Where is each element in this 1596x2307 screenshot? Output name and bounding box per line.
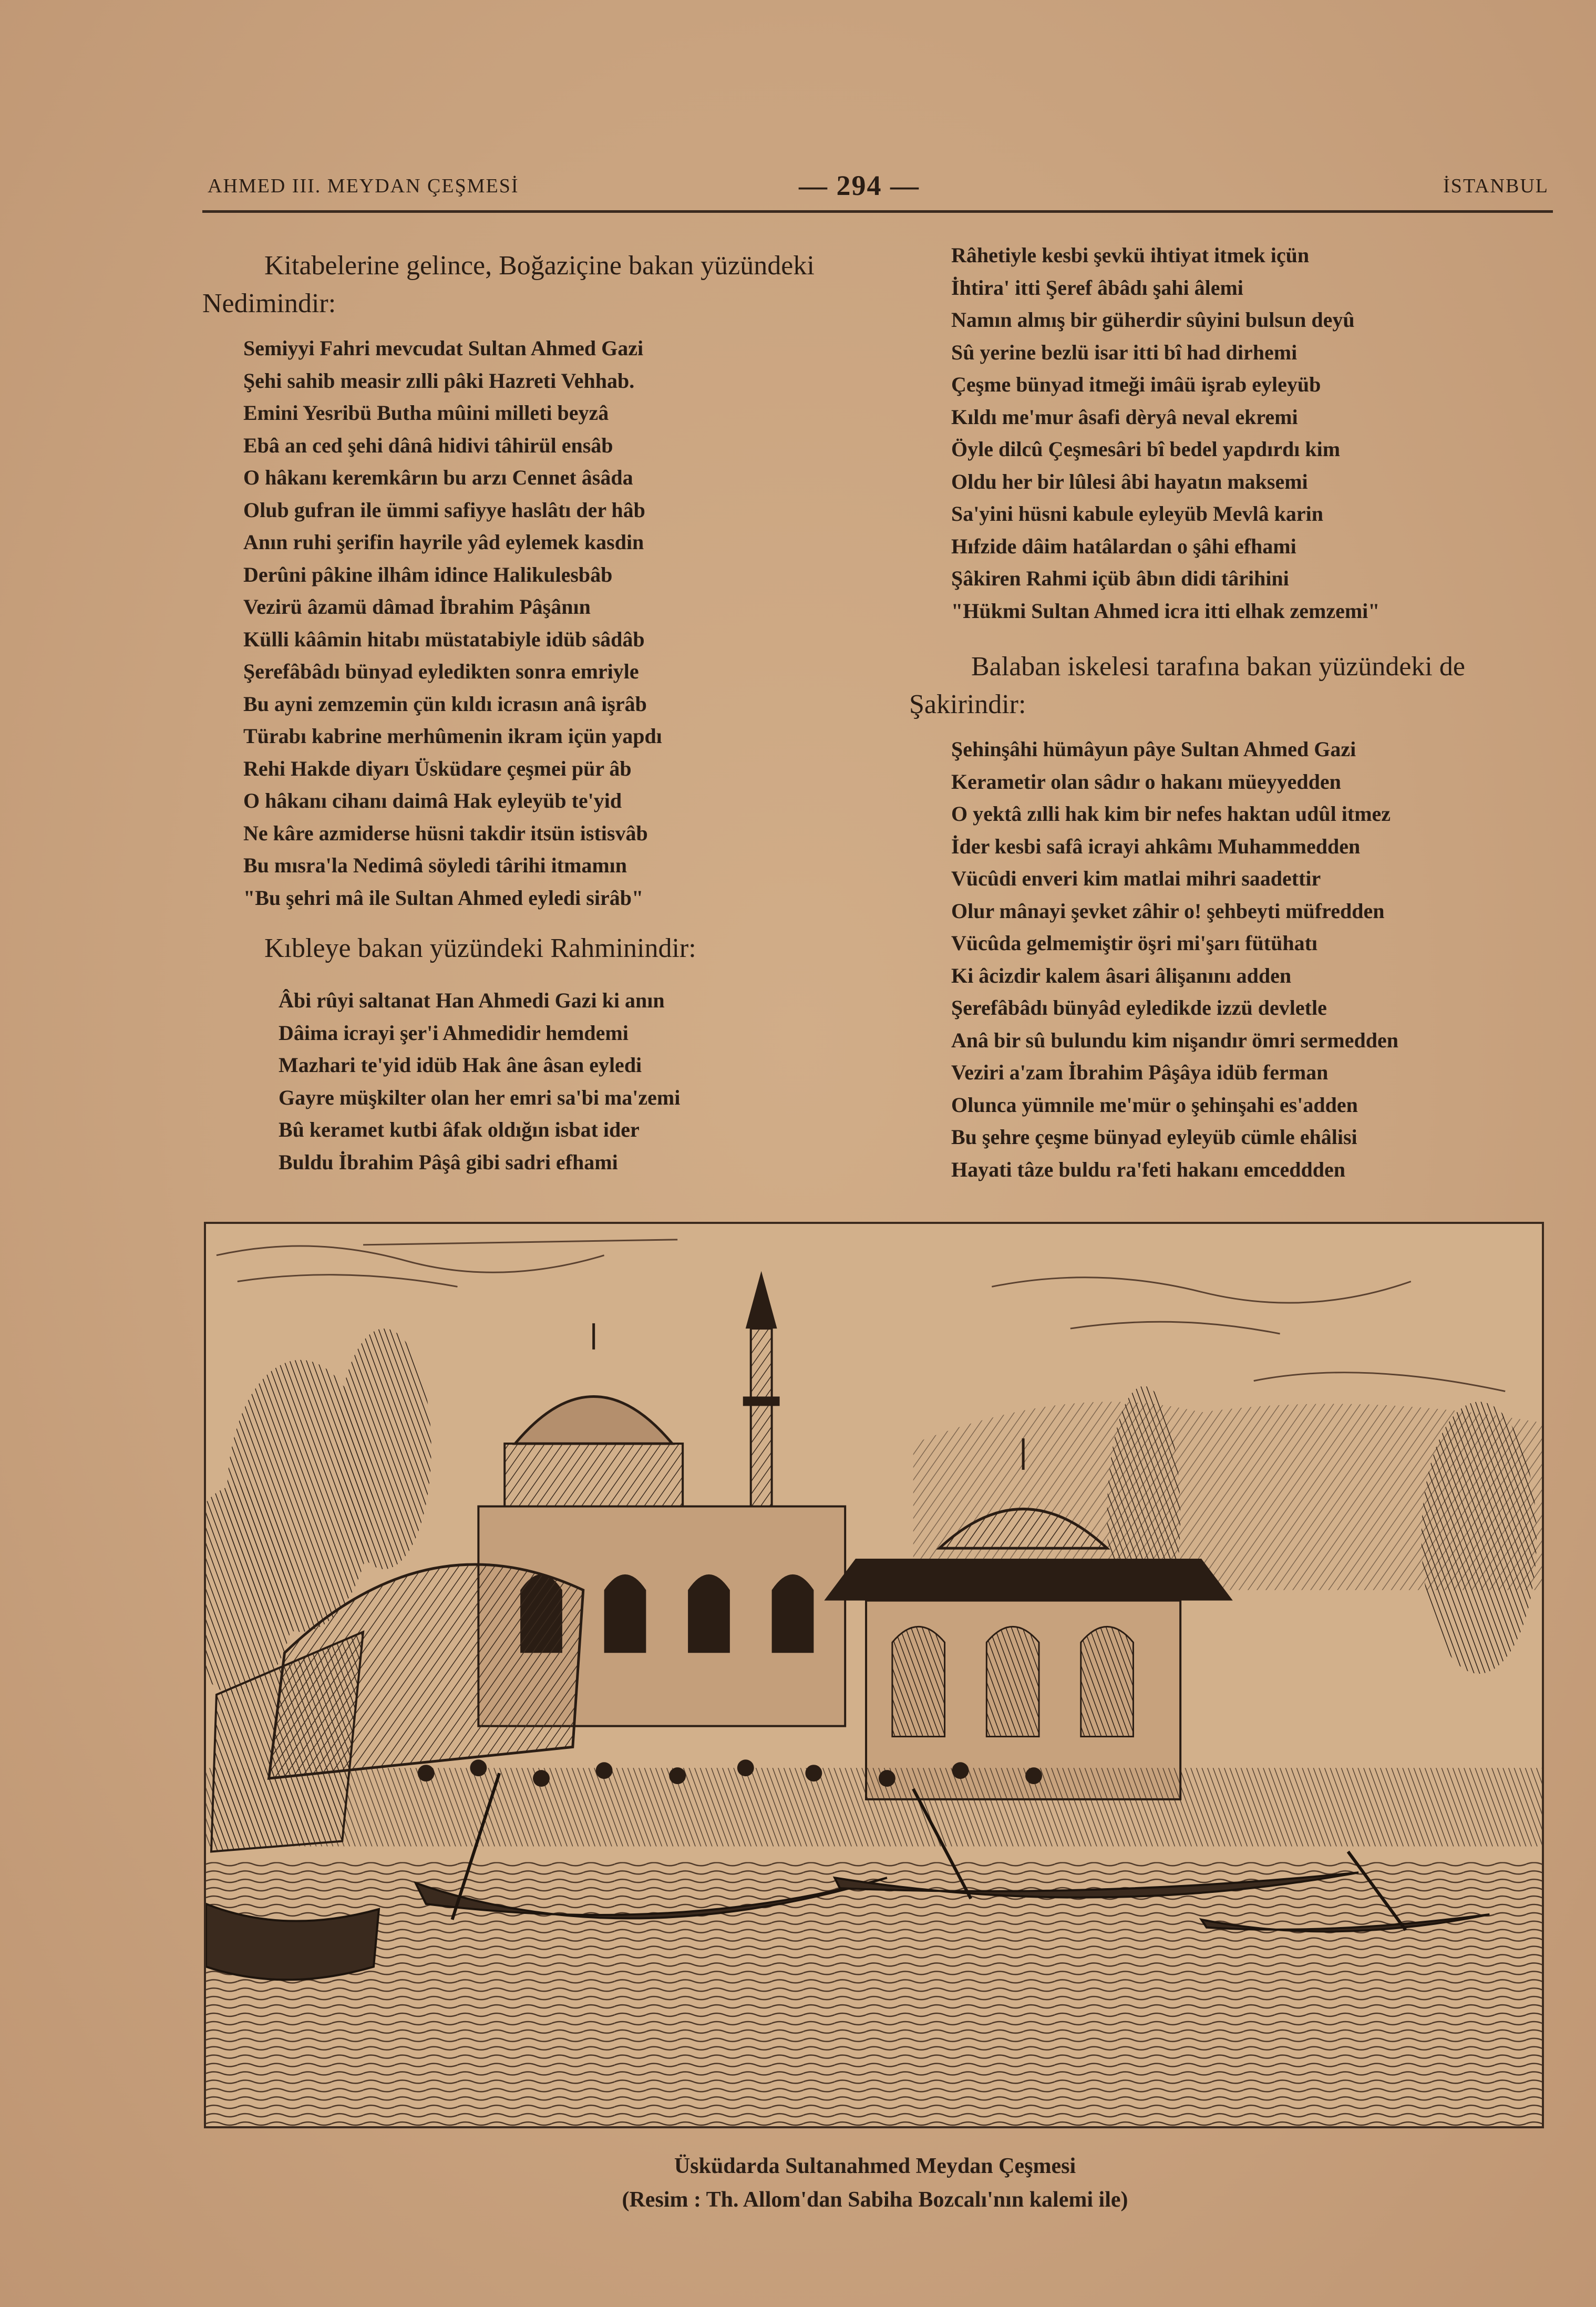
verse-line: Râhetiyle kesbi şevkü ihtiyat itmek içün — [951, 243, 1310, 267]
verse-line: Semiyyi Fahri mevcudat Sultan Ahmed Gazi — [243, 336, 644, 360]
rahmi-inscription-part2 — [909, 239, 1556, 627]
nedim-inscription — [202, 332, 851, 914]
verse-line: Kıldı me'mur âsafi dèryâ neval ekremi — [951, 405, 1298, 429]
section-title-kible: Kıbleye bakan yüzündeki Rahminindir: — [264, 933, 696, 963]
verse-line: Şerefâbâdı bünyad eyledikten sonra emriyle — [243, 660, 639, 683]
verse-line: Gayre müşkilter olan her emri sa'bi ma'zemi — [279, 1085, 681, 1109]
verse-line: Olub gufran ile ümmi safiyye haslâtı der hâb — [243, 498, 645, 522]
verse-line: Ki âcizdir kalem âsari âlişanını adden — [951, 963, 1292, 987]
verse-line: Şâkiren Rahmi içüb âbın didi târihini — [951, 567, 1289, 590]
verse-line: Şehinşâhi hümâyun pâye Sultan Ahmed Gazi — [951, 737, 1356, 761]
verse-line: Hayati tâze buldu ra'feti hakanı emceddden — [951, 1157, 1346, 1181]
verse-line: Çeşme bünyad itmeği imâü işrab eyleyüb — [951, 373, 1321, 396]
header-book-title: İSTANBUL — [1443, 175, 1549, 197]
verse-line: İhtira' itti Şeref âbâdı şahi âlemi — [951, 275, 1243, 300]
verse-line: Şehi sahib measir zılli pâki Hazreti Vehhab. — [243, 368, 635, 393]
sakir-inscription — [909, 733, 1556, 1186]
verse-line: "Bu şehri mâ ile Sultan Ahmed eyledi sirâb" — [243, 885, 644, 910]
verse-line: Vücûdi enveri kim matlai mihri saadettir — [951, 867, 1321, 890]
header-title: AHMED III. MEYDAN ÇEŞMESİ — [208, 175, 519, 197]
verse-line: Sa'yini hüsni kabule eyleyüb Mevlâ karin — [951, 502, 1323, 526]
verse-line: Anın ruhi şerifin hayrile yâd eylemek kasdin — [243, 530, 644, 554]
verse-line: Türabı kabrine merhûmenin ikram içün yapdı — [243, 724, 662, 748]
verse-line: "Hükmi Sultan Ahmed icra itti elhak zemzemi" — [951, 599, 1380, 623]
caption-title: Üsküdarda Sultanahmed Meydan Çeşmesi — [674, 2154, 1076, 2178]
verse-line: Şerefâbâdı bünyâd eyledikde izzü devletle — [951, 996, 1327, 1019]
verse-line: O hâkanı keremkârın bu arzı Cennet âsâda — [243, 466, 633, 489]
verse-line: Namın almış bir güherdir sûyini bulsun deyû — [951, 308, 1355, 332]
verse-line: Dâima icrayi şer'i Ahmedidir hemdemi — [279, 1021, 629, 1045]
verse-line: Mazhari te'yid idüb Hak âne âsan eyledi — [279, 1053, 642, 1077]
running-header — [208, 169, 1549, 201]
left-column — [202, 247, 851, 1178]
verse-line: Vezirü âzamü dâmad İbrahim Pâşânın — [243, 595, 591, 619]
verse-line: Bû keramet kutbi âfak oldığın isbat ider — [279, 1118, 640, 1141]
verse-line: Ne kâre azmiderse hüsni takdir itsün istisvâb — [243, 821, 648, 845]
verse-line: Oldu her bir lûlesi âbi hayatın maksemi — [951, 469, 1308, 493]
rahmi-inscription-part1 — [202, 984, 851, 1178]
right-column — [909, 239, 1556, 1186]
caption-credit: (Resim : Th. Allom'dan Sabiha Bozcalı'nın kalemi ile) — [622, 2188, 1128, 2212]
verse-line: İder kesbi safâ icrayi ahkâmı Muhammedden — [951, 834, 1361, 858]
verse-line: Rehi Hakde diyarı Üsküdare çeşmei pür âb — [243, 756, 632, 780]
verse-line: Bu ayni zemzemin çün kıldı icrasın anâ işrâb — [243, 692, 647, 716]
figure-caption — [202, 2149, 1548, 2217]
verse-line: O hâkanı cihanı daimâ Hak eyleyüb te'yid — [243, 789, 622, 812]
verse-line: Buldu İbrahim Pâşâ gibi sadri efhami — [279, 1150, 618, 1174]
verse-line: Sû yerine bezlü isar itti bî had dirhemi — [951, 340, 1298, 364]
verse-line: Derûni pâkine ilhâm idince Halikulesbâb — [243, 562, 613, 586]
verse-line: Olur mânayi şevket zâhir o! şehbeyti müfredden — [951, 899, 1385, 923]
verse-line: Kerametir olan sâdır o hakanı müeyyedden — [951, 769, 1341, 794]
verse-line: Öyle dilcû Çeşmesâri bî bedel yapdırdı kim — [951, 437, 1341, 461]
verse-line: Ebâ an ced şehi dânâ hidivi tâhirül ensâb — [243, 433, 613, 457]
intro-paragraph: Kitabelerine gelince, Boğaziçine bakan yüzündeki Nedimindir: — [202, 251, 815, 318]
verse-line: Külli kââmin hitabı müstatabiyle idüb sâdâb — [243, 627, 645, 651]
section-title-balaban: Balaban iskelesi tarafına bakan yüzündeki de Şakirindir: — [909, 652, 1465, 719]
fountain-engraving-icon — [206, 1224, 1542, 2126]
header-rule — [202, 210, 1553, 213]
verse-line: Âbi rûyi saltanat Han Ahmedi Gazi ki anın — [279, 988, 665, 1012]
verse-line: Veziri a'zam İbrahim Pâşâya idüb ferman — [951, 1060, 1329, 1084]
engraving-illustration — [204, 1222, 1544, 2128]
verse-line: Anâ bir sû bulundu kim nişandır ömri sermedden — [951, 1028, 1398, 1052]
verse-line: Hıfzide dâim hatâlardan o şâhi efhami — [951, 534, 1296, 558]
page-number: — 294 — — [799, 170, 920, 201]
verse-line: Olunca yümnile me'mür o şehinşahi es'adden — [951, 1093, 1358, 1117]
verse-line: Bu şehre çeşme bünyad eyleyüb cümle ehâlisi — [951, 1125, 1357, 1149]
verse-line: Bu mısra'la Nedimâ söyledi târihi itmamın — [243, 853, 627, 877]
verse-line: O yektâ zılli hak kim bir nefes haktan udûl itmez — [951, 802, 1391, 826]
verse-line: Vücûda gelmemiştir öşri mi'şarı fütühatı — [951, 931, 1318, 955]
verse-line: Emini Yesribü Butha mûini milleti beyzâ — [243, 401, 609, 425]
